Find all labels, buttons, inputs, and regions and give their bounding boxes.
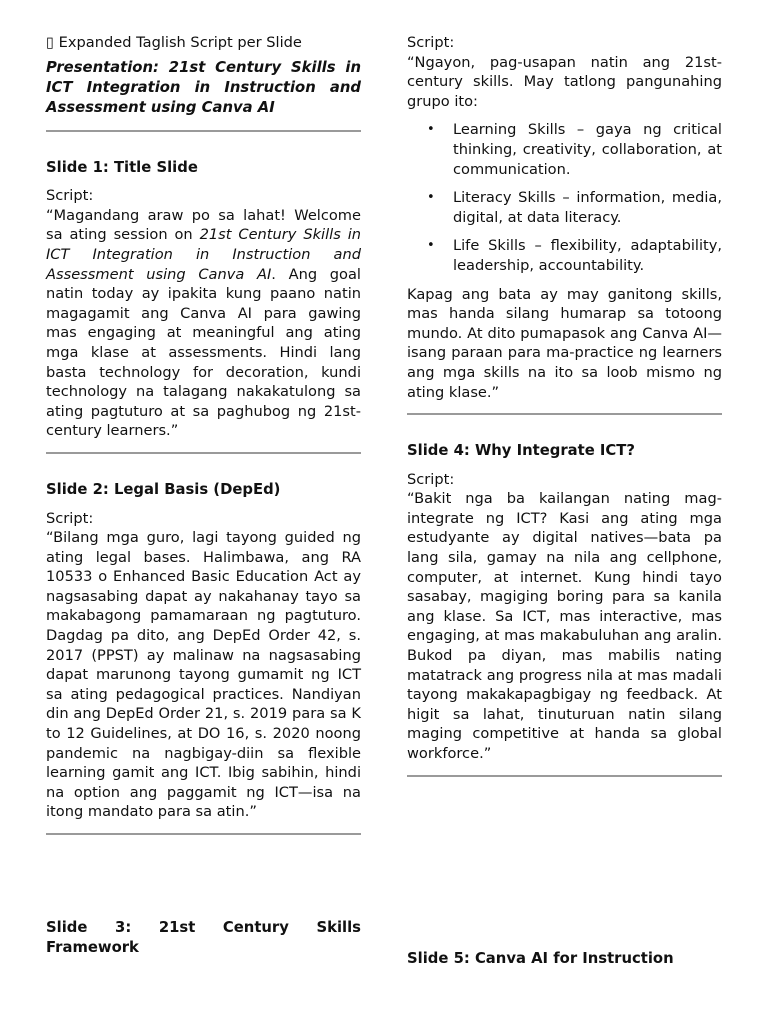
divider (407, 775, 722, 777)
list-item: • Literacy Skills – information, media, digital, at data literacy. (407, 188, 722, 227)
list-item: • Life Skills – flexibility, adaptability, leadership, accountability. (407, 236, 722, 275)
divider (46, 130, 361, 132)
slide-3-title: Slide 3: 21st Century Skills Framework (46, 919, 361, 956)
list-item: • Learning Skills – gaya ng critical thinking, creativity, collaboration, at communication. (407, 120, 722, 179)
slide-3-script-label: Script: (407, 34, 455, 51)
slide-5-title: Slide 5: Canva AI for Instruction (407, 949, 674, 967)
slide-4-script-label: Script: (407, 470, 455, 488)
slide-3-script-outro: Kapag ang bata ay may ganitong skills, mas handa silang humarap sa totoong mundo. At dito pumapasok ang Canva AI—isang paraan para ma-practice ng learners ang mga skills na ito sa loob mismo ng ating klase.” (407, 285, 722, 401)
document-heading: ▯ Expanded Taglish Script per Slide (46, 34, 302, 51)
divider (407, 413, 722, 415)
right-column (407, 33, 722, 968)
slide-3-script-intro: “Ngayon, pag-usapan natin ang 21st-century skills. May tatlong pangunahing grupo ito: (407, 53, 722, 110)
slide-4-title: Slide 4: Why Integrate ICT? (407, 442, 635, 460)
slide-1-script: “Magandang araw po sa lahat! Welcome sa ating session on 21st Century Skills in ICT Integration in Instruction and Assessment using Canva AI. Ang goal natin today ay ipakita kung paano natin magagamit ang Canva AI para gawing mas engaging at meaningful ang ating mga klase at assessments. Hindi lang basta technology for decoration, kundi technology na talagang nakakatulong sa ating pagtuturo at sa paghubog ng 21st-century learners.” (46, 206, 362, 440)
slide-1-title: Slide 1: Title Slide (46, 158, 198, 176)
skills-list (407, 120, 722, 275)
slide-4-script: “Bakit nga ba kailangan nating mag-integrate ng ICT? Kasi ang ating mga estudyante ay digital natives—bata pa lang sila, gamay na nila ang cellphone, computer, at internet. Kung hindi tayo sasabay, magiging boring para sa kanila ang klase. Sa ICT, mas interactive, mas engaging, at mas makabuluhan ang aralin. Bukod pa diyan, mas mabilis nating matatrack ang progress nila at mas madali tayong makakapagbigay ng feedback. At higit sa lahat, tinuturuan natin silang maging competitive at handa sa global workforce.” (407, 490, 722, 762)
slide-2-title: Slide 2: Legal Basis (DepEd) (46, 480, 281, 498)
presentation-title: Presentation: 21st Century Skills in ICT Integration in Instruction and Assessment using Canva AI (46, 58, 361, 116)
divider (46, 452, 361, 454)
slide-1-script-label: Script: (46, 187, 94, 205)
divider (46, 833, 361, 835)
slide-2-script: “Bilang mga guro, lagi tayong guided ng ating legal bases. Halimbawa, ang RA 10533 o Enhanced Basic Education Act ay nagsasabing dapat ay nakahanay tayo sa makabagong pamamaraan ng pagtuturo. Dagdag pa dito, ang DepEd Order 42, s. 2017 (PPST) ay malinaw na nagsasabing dapat marunong tayong gumamit ng ICT sa ating pedagogical practices. Nandiyan din ang DepEd Order 21, s. 2019 para sa K to 12 Guidelines, at DO 16, s. 2020 noong pandemic na nagbigay-diin sa flexible learning gamit ang ICT. Ibig sabihin, hindi na option ang paggamit ng ICT—isa na itong mandato para sa atin.” (46, 529, 361, 821)
left-column (46, 33, 361, 957)
slide-2-script-label: Script: (46, 509, 94, 527)
